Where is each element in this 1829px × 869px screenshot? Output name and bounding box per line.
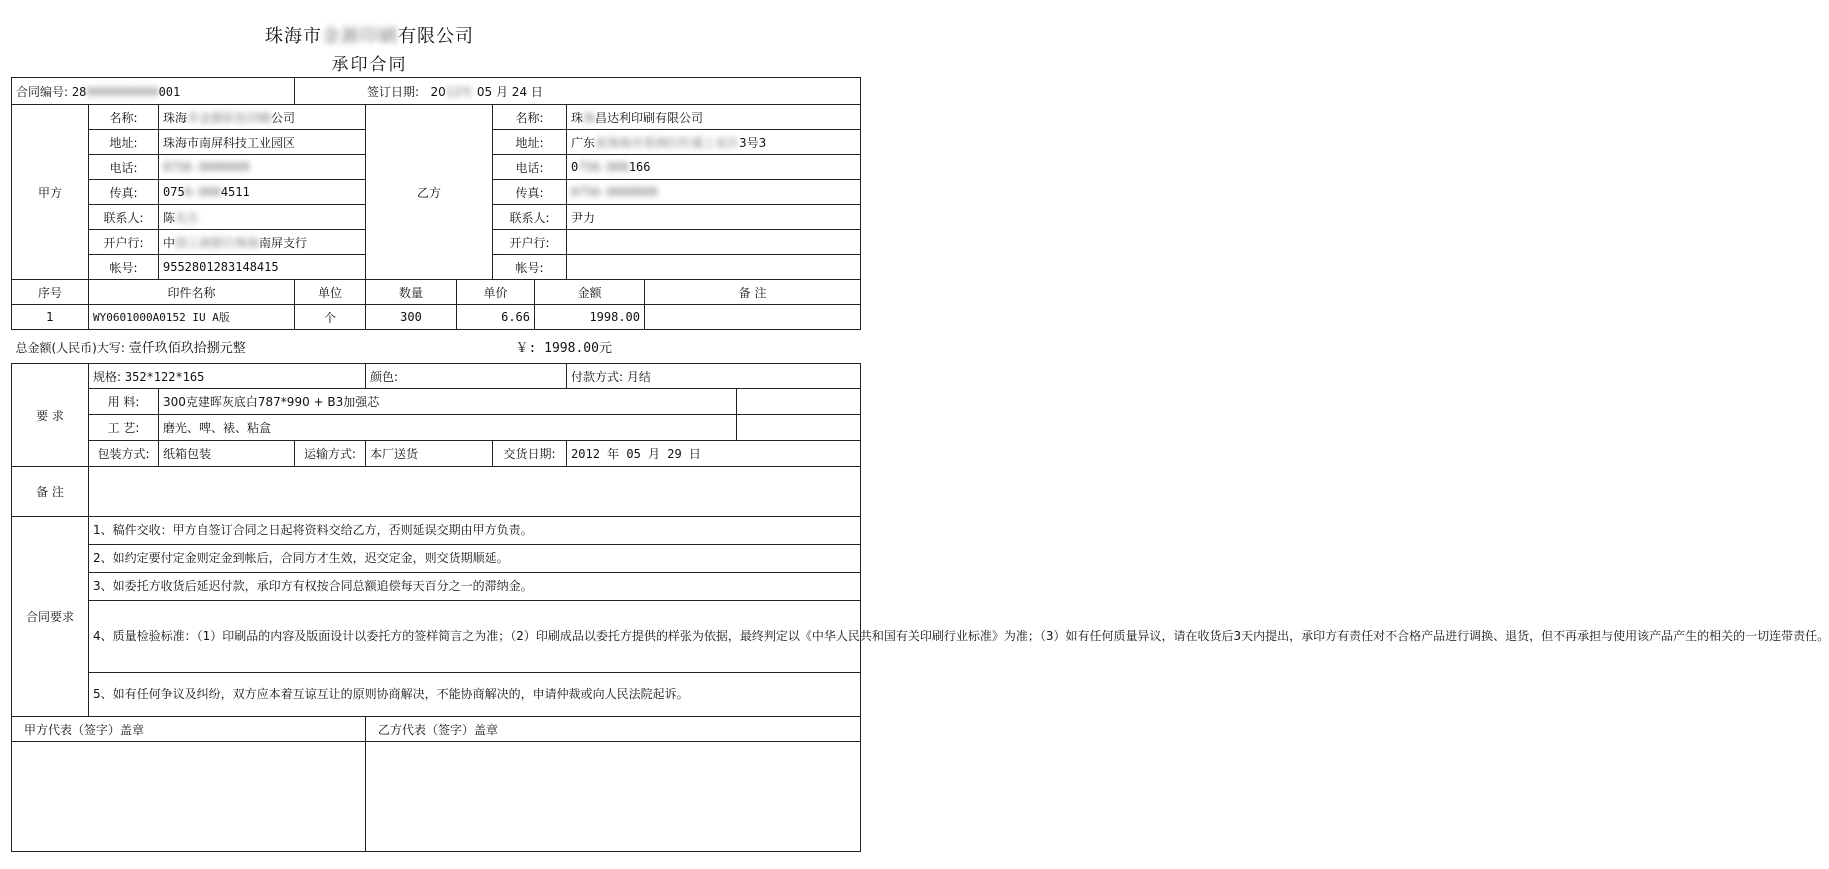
party-b-name-label: 名称: [493, 105, 567, 130]
party-b-fax: 0756-8888888 [567, 180, 861, 205]
party-b-name: 珠海昌达利印刷有限公司 [567, 105, 861, 130]
party-b-addr-label: 地址: [493, 130, 567, 155]
party-a-acct-label: 帐号: [89, 255, 159, 280]
process-value: 磨光、啤、裱、粘盒 [159, 415, 737, 441]
party-b-acct-label: 帐号: [493, 255, 567, 280]
term-item-2: 2、如约定要付定金则定金到帐后，合同方才生效，迟交定金，则交货期顺延。 [89, 545, 861, 573]
item-unit: 个 [295, 305, 366, 330]
total-upper: 壹仟玖佰玖拾捌元整 [128, 341, 246, 356]
sign-date-cell: 签订日期: 2012年 05 月 24 日 [295, 78, 861, 105]
remarks-value [89, 467, 861, 517]
party-a-fax-label: 传真: [89, 180, 159, 205]
requirements-label: 要 求 [12, 364, 89, 467]
process-empty [737, 415, 861, 441]
party-a-signature-label: 甲方代表（签字）盖章 [12, 717, 366, 742]
item-amount: 1998.00 [535, 305, 645, 330]
ship-value: 本厂送货 [366, 441, 493, 467]
party-b-addr: 广东省珠海市香洲区柠溪工业区3号3 [567, 130, 861, 155]
party-a-bank-label: 开户行: [89, 230, 159, 255]
terms-label: 合同要求 [12, 517, 89, 717]
party-b-label: 乙方 [366, 105, 493, 280]
party-b-fax-label: 传真: [493, 180, 567, 205]
term-item-5: 5、如有任何争议及纠纷，双方应本着互谅互让的原则协商解决，不能协商解决的，申请仲裁或向人民法院起诉。 [89, 673, 861, 717]
party-a-tel-label: 电话: [89, 155, 159, 180]
party-a-name-label: 名称: [89, 105, 159, 130]
party-a-acct: 9552801283148415 [159, 255, 366, 280]
party-a-contact: 陈先生 [159, 205, 366, 230]
delivery-label: 交货日期: [493, 441, 567, 467]
party-b-contact: 尹力 [567, 205, 861, 230]
party-a-fax: 0756-8884511 [159, 180, 366, 205]
col-header-amount: 金额 [535, 280, 645, 305]
material-empty [737, 389, 861, 415]
delivery-value: 2012 年 05 月 29 日 [567, 441, 861, 467]
payment-cell: 付款方式: 月结 [567, 364, 861, 389]
col-header-qty: 数量 [366, 280, 457, 305]
party-a-signature-area[interactable] [12, 742, 366, 852]
party-a-addr-label: 地址: [89, 130, 159, 155]
party-b-signature-area[interactable] [366, 742, 861, 852]
item-no: 1 [12, 305, 89, 330]
ship-label: 运输方式: [295, 441, 366, 467]
pack-label: 包装方式: [89, 441, 159, 467]
total-lower: ￥: 1998.00元 [515, 341, 612, 356]
party-b-bank-label: 开户行: [493, 230, 567, 255]
process-label: 工 艺: [89, 415, 159, 441]
party-a-contact-label: 联系人: [89, 205, 159, 230]
party-b-bank [567, 230, 861, 255]
party-b-contact-label: 联系人: [493, 205, 567, 230]
color-cell: 颜色: [366, 364, 567, 389]
remarks-label: 备 注 [12, 467, 89, 517]
party-b-tel: 0756-888166 [567, 155, 861, 180]
contract-no-cell: 合同编号: 280000000000001 [12, 78, 295, 105]
material-value: 300克建晖灰底白787*990 + B3加强芯 [159, 389, 737, 415]
company-title: 珠海市金源印刷有限公司 [265, 26, 474, 47]
party-a-tel: 0756-8888888 [159, 155, 366, 180]
item-name: WY0601000A0152 IU A版 [89, 305, 295, 330]
spec-cell: 规格: 352*122*165 [89, 364, 366, 389]
col-header-name: 印件名称 [89, 280, 295, 305]
col-header-price: 单价 [457, 280, 535, 305]
item-price: 6.66 [457, 305, 535, 330]
party-a-label: 甲方 [12, 105, 89, 280]
contract-table [11, 77, 1829, 852]
material-label: 用 料: [89, 389, 159, 415]
total-amount: 总金额(人民币)大写: 壹仟玖佰玖拾捌元整 ￥: 1998.00元 [12, 330, 861, 364]
pack-value: 纸箱包装 [159, 441, 295, 467]
party-a-addr: 珠海市南屏科技工业园区 [159, 130, 366, 155]
item-qty: 300 [366, 305, 457, 330]
party-a-bank: 中国工商银行珠海南屏支行 [159, 230, 366, 255]
party-b-tel-label: 电话: [493, 155, 567, 180]
party-b-acct [567, 255, 861, 280]
col-header-note: 备 注 [645, 280, 861, 305]
term-item-3: 3、如委托方收货后延迟付款，承印方有权按合同总额追偿每天百分之一的滞纳金。 [89, 573, 861, 601]
item-note [645, 305, 861, 330]
party-a-name: 珠海市金源彩色印刷公司 [159, 105, 366, 130]
party-b-signature-label: 乙方代表（签字）盖章 [366, 717, 861, 742]
col-header-unit: 单位 [295, 280, 366, 305]
term-item-4: 4、质量检验标准：（1）印刷品的内容及版面设计以委托方的签样简言之为准；（2）印刷成品以委托方提供的样张为依据，最终判定以《中华人民共和国有关印刷行业标准》为准；（3）如有任何质量异议，请在收货后3天内提出，承印方有责任对不合格产品进行调换、退货，但不再承担与使用该产品产生的相关的一切连带责任。 [89, 601, 861, 673]
doc-title: 承印合同 [331, 55, 408, 75]
col-header-no: 序号 [12, 280, 89, 305]
term-item-1: 1、稿件交收：甲方自签订合同之日起将资料交给乙方，否则延误交期由甲方负责。 [89, 517, 861, 545]
table-row [12, 305, 861, 330]
